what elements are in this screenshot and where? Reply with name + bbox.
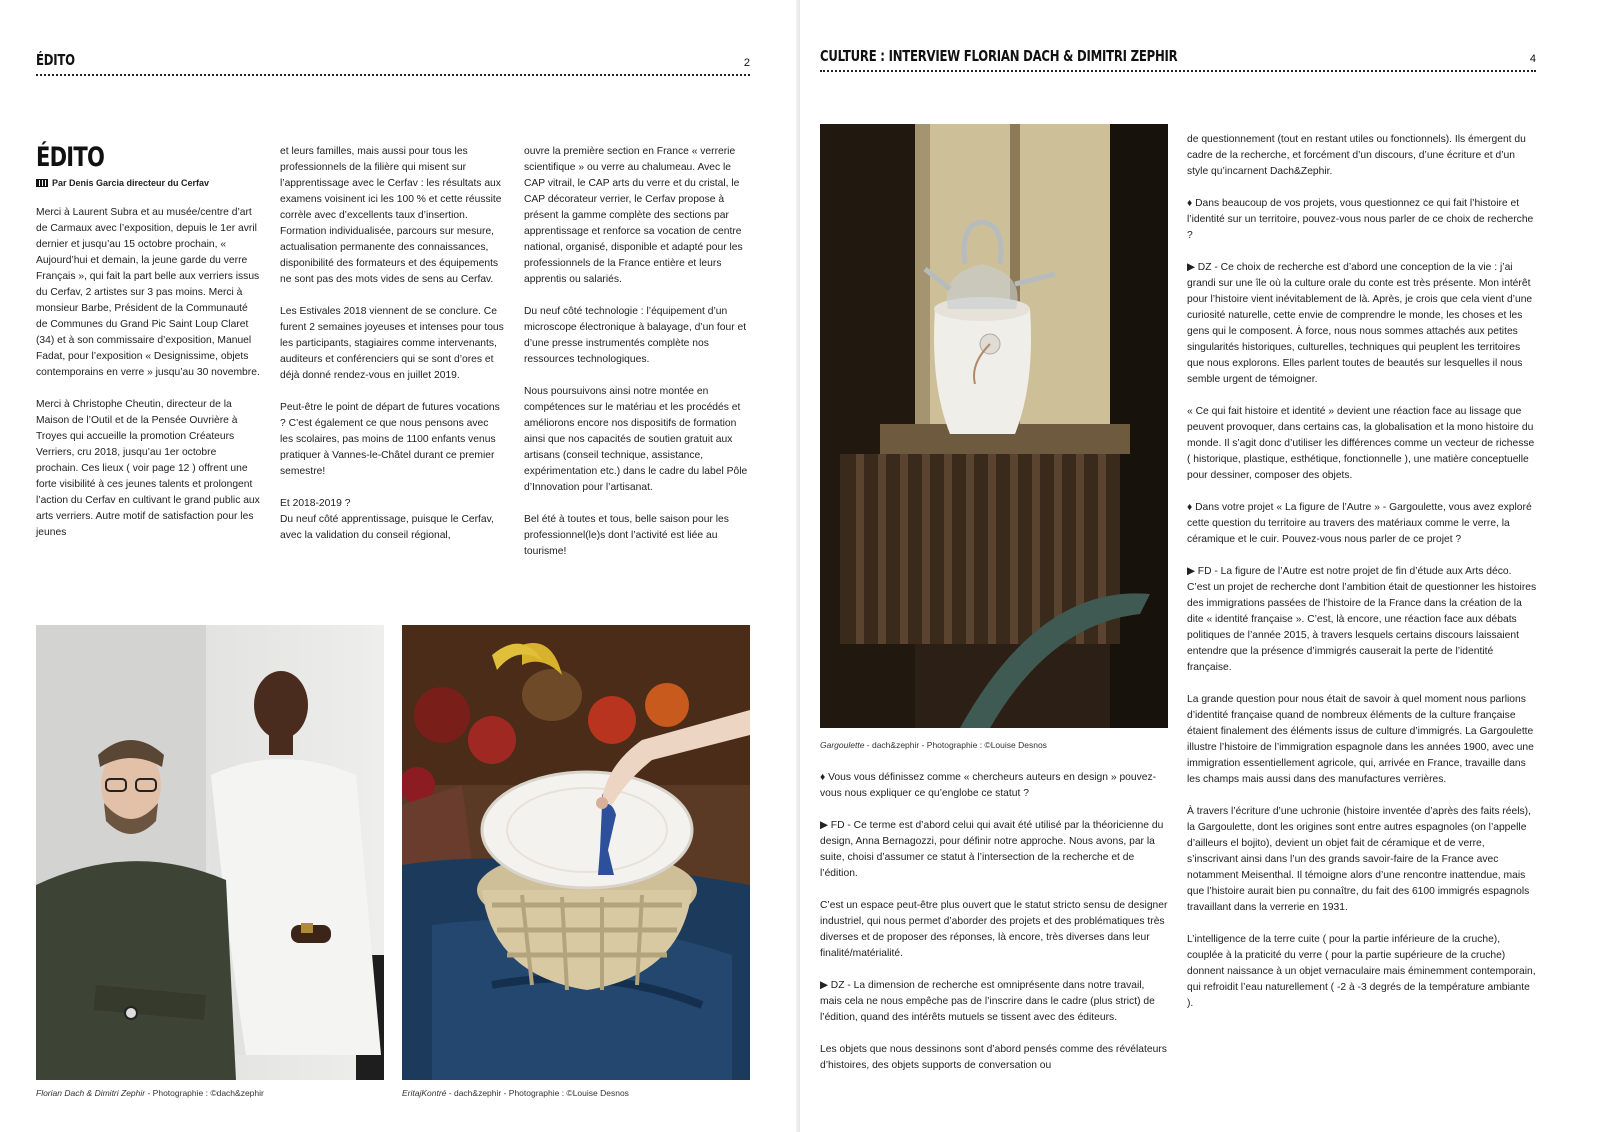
paragraph: et leurs familles, mais aussi pour tous les professionnels de la filière qui misent sur l’apprentissage avec le Cerfav : les résultats aux examens voisinent ici les 100 % et cette réussite corrèle avec d’excellents taux d’insertion. Formation individualisée, parcours sur mesure, actualisation permanente des connaissances, disponibilité des formateurs et des équipements ne sont pas des mots vides de sens au Cerfav. bbox=[280, 146, 502, 285]
paragraph: Bel été à toutes et tous, belle saison pour les professionnel(le)s dont l’activité est liée au tourisme! bbox=[524, 514, 729, 557]
portrait-caption bbox=[36, 1088, 264, 1098]
answer: « Ce qui fait histoire et identité » devient une réaction face au lissage que peuvent provoquer, dans certains cas, la globalisation et la mono histoire du monde. Il s’agit donc d’utiliser les différences comme un vecteur de richesse ( historique, plastique, esthétique, fonctionnelle ), une matière conceptuelle pour dessiner, composer des objets. bbox=[1187, 406, 1535, 481]
right-page-header bbox=[820, 44, 1536, 72]
right-page bbox=[800, 0, 1600, 1132]
portrait-illustration bbox=[36, 625, 384, 1080]
answer: ▶ FD - Ce terme est d’abord celui qui avait été utilisé par la théoricienne du design, Anna Bernagozzi, pour définir notre approche. Nous avons, par la suite, choisi d’assumer ce statut à l’intersection de la recherche et de l’édition. bbox=[820, 820, 1164, 879]
answer: de questionnement (tout en restant utiles ou fonctionnels). Ils émergent du cadre de la recherche, et forcément d’un discours, d’une écriture et d’un style qu’incarnent Dach&Zephir. bbox=[1187, 134, 1526, 177]
paragraph: Merci à Christophe Cheutin, directeur de la Maison de l’Outil et de la Pensée Ouvrière à Troyes qui accueille la promotion Créateurs Verriers, cru 2018, jusqu’au 1er octobre prochain. Ces lieux ( voir page 12 ) offrent une forte visibilité à ces jeunes talents et prolongent l’action du Cerfav en cultivant le grand public aux arts verriers. Autre motif de satisfaction pour les jeunes bbox=[36, 399, 260, 538]
question: ♦ Dans beaucoup de vos projets, vous questionnez ce qui fait l’histoire et l’identité sur un territoire, pouvez-vous nous parler de ce choix de recherche ? bbox=[1187, 198, 1534, 241]
edito-byline bbox=[36, 175, 260, 191]
page-number: 2 bbox=[743, 57, 750, 69]
question: ♦ Dans votre projet « La figure de l’Autre » - Gargoulette, vous avez exploré cette question du territoire au travers des matériaux comme le verre, la céramique et le cuir. Pouvez-vous nous parler de ce projet ? bbox=[1187, 502, 1532, 545]
section-title: ÉDITO bbox=[36, 51, 75, 69]
answer: La grande question pour nous était de savoir à quel moment nous parlions d’identité française quand de nombreux éléments de la culture française étaient finalement des éléments issus de culture d’immigrés. La Gargoulette illustre l’histoire de l’immigration espagnole dans les années 1900, avec une immigration essentiellement agricole, qui, arrivée en France, travaille dans les champs mais aussi dans des manufactures verrières. bbox=[1187, 694, 1534, 785]
gargoulette-illustration bbox=[820, 124, 1168, 728]
paragraph: Nous poursuivons ainsi notre montée en compétences sur le matériau et les procédés et améliorons encore nos dispositifs de formation ainsi que nos capacités de soutien gratuit aux artisans (conseil technique, assistance, expérimentation etc.) dans le cadre du label Pôle d’Innovation pour l’artisanat. bbox=[524, 386, 748, 493]
edito-column-3 bbox=[524, 144, 750, 560]
left-page-header bbox=[36, 48, 750, 76]
edito-column-2 bbox=[280, 144, 504, 544]
paragraph: Les Estivales 2018 viennent de se conclure. Ce furent 2 semaines joyeuses et intenses pour tous les participants, stagiaires comme intervenants, auditeurs et conférenciers qui se sont d’ores et déjà donné rendez-vous en juillet 2019. bbox=[280, 306, 504, 381]
interview-column-right bbox=[1187, 132, 1537, 1012]
answer: C’est un espace peut-être plus ouvert que le statut stricto sensu de designer industriel, qui nous permet d’aborder des projets et des problématiques très diverses et de proposer des réponses, là encore, très diverses dans leur finalité/matérialité. bbox=[820, 900, 1168, 959]
byline-bar-icon bbox=[36, 179, 48, 187]
edito-column-1 bbox=[36, 144, 260, 541]
interview-column-left bbox=[820, 770, 1168, 1074]
gargoulette-photo bbox=[820, 124, 1168, 728]
designers-portrait-photo bbox=[36, 625, 384, 1080]
section-title: CULTURE : INTERVIEW FLORIAN DACH & DIMITRI ZEPHIR bbox=[820, 47, 1178, 65]
byline-text: Par Denis Garcia directeur du Cerfav bbox=[52, 178, 210, 188]
paragraph: Du neuf côté technologie : l’équipement d’un microscope électronique à balayage, d’un four et d’une presse instrumentés complète nos ressources technologiques. bbox=[524, 306, 747, 365]
paragraph: Peut-être le point de départ de futures vocations ? C’est également ce que nous pensons avec les scolaires, pas moins de 1100 enfants venus pratiquer à Vannes-le-Châtel durant ce premier semestre! bbox=[280, 402, 500, 477]
caption-title: EritajKontré bbox=[402, 1088, 447, 1098]
paragraph: Et 2018-2019 ? Du neuf côté apprentissage, puisque le Cerfav, avec la validation du conseil régional, bbox=[280, 498, 494, 541]
edito-heading: ÉDITO bbox=[36, 142, 105, 173]
answer: L’intelligence de la terre cuite ( pour la partie inférieure de la cruche), couplée à la praticité du verre ( pour la partie supérieure de la cruche) donnent naissance à un objet vernaculaire mais éminemment contemporain, qui refroidit l’eau naturellement ( -2 à -3 degrés de la température ambiante ). bbox=[1187, 934, 1536, 1009]
answer: Les objets que nous dessinons sont d’abord pensés comme des révélateurs d’histoires, des objets supports de conversation ou bbox=[820, 1044, 1167, 1071]
caption-title: Gargoulette bbox=[820, 740, 865, 750]
answer: À travers l’écriture d’une uchronie (histoire inventée d’après des faits réels), la Gargoulette, dont les origines sont entre autres espagnoles (on l’appelle d’ailleurs el bojito), devient un objet fait de céramique et de verre, s’inscrivant ainsi dans l’un des grands savoir-faire de la France avec notamment Meisenthal. Il témoigne alors d’une rencontre inattendue, mais que l’histoire aurait bien pu connaître, du fait des 6100 immigrés espagnols travaillant dans la verrerie en 1931. bbox=[1187, 806, 1531, 913]
paragraph: ouvre la première section en France « verrerie scientifique » ou verre au chalumeau. Avec le CAP vitrail, le CAP arts du verre et du cristal, le CAP décorateur verrier, le Cerfav propose à présent la gamme complète des sections par apprentissage et renforce sa vocation de centre national, organisé, disponible et adapté pour les professionnels de la France entière et leurs apprentis ou salariés. bbox=[524, 146, 743, 285]
gargoulette-caption bbox=[820, 740, 1047, 750]
answer: ▶ FD - La figure de l’Autre est notre projet de fin d’étude aux Arts déco. C’est un projet de recherche dont l’ambition était de questionner les histoires des immigrations passées de l’histoire de la France dans la création de la dite « identité française ». C’est, là encore, une réaction face aux débats politiques de l’année 2015, à travers lesquels certains discours laissaient entendre que la présence d’immigrés causerait la perte de l’identité française. bbox=[1187, 566, 1537, 673]
plate-caption bbox=[402, 1088, 629, 1098]
answer: ▶ DZ - Ce choix de recherche est d’abord une conception de la vie : j’ai grandi sur une île où la culture orale du conte est très présente. Mon intérêt pour l’histoire vient inévitablement de là. Après, je crois que cela vient d’une curiosité naturelle, cette envie de comprendre le monde, les choses et les gens qui le composent. À force, nous nous sommes attachés aux petites singularités historiques, culturelles, techniques qui peuplent les territoires que nous explorons. Elles parlent toutes de beautés sur lesquelles il nous semble urgent de témoigner. bbox=[1187, 262, 1533, 385]
caption-credit: - dach&zephir - Photographie : ©Louise Desnos bbox=[864, 740, 1047, 750]
paragraph: Merci à Laurent Subra et au musée/centre d’art de Carmaux avec l’exposition, depuis le 1er avril dernier et jusqu’au 15 octobre prochain, « Aujourd’hui et demain, la jeune garde du verre Français », qui fait la part belle aux verriers issus du Cerfav, 2 artistes sur 3 pas moins. Merci à monsieur Barbe, Président de la Communauté de Communes du Grand Pic Saint Loup Claret (34) et à son commissaire d’exposition, Manuel Fadat, pour l’exposition « Designissime, objets contemporains en verre » jusqu’au 30 novembre. bbox=[36, 207, 260, 378]
page-number: 4 bbox=[1529, 53, 1536, 65]
caption-credit: - dach&zephir - Photographie : ©Louise Desnos bbox=[446, 1088, 629, 1098]
caption-title: Florian Dach & Dimitri Zephir bbox=[36, 1088, 146, 1098]
caption-credit: - Photographie : ©dach&zephir bbox=[145, 1088, 264, 1098]
plate-basket-illustration bbox=[402, 625, 750, 1080]
question: ♦ Vous vous définissez comme « chercheurs auteurs en design » pouvez-vous nous expliquer ce qu’englobe ce statut ? bbox=[820, 772, 1157, 799]
eritajkontre-photo bbox=[402, 625, 750, 1080]
answer: ▶ DZ - La dimension de recherche est omniprésente dans notre travail, mais cela ne nous empêche pas de l’inscrire dans le cadre (plus strict) de l’édition, quand des intérêts mutuels se tissent avec des éditeurs. bbox=[820, 980, 1155, 1023]
